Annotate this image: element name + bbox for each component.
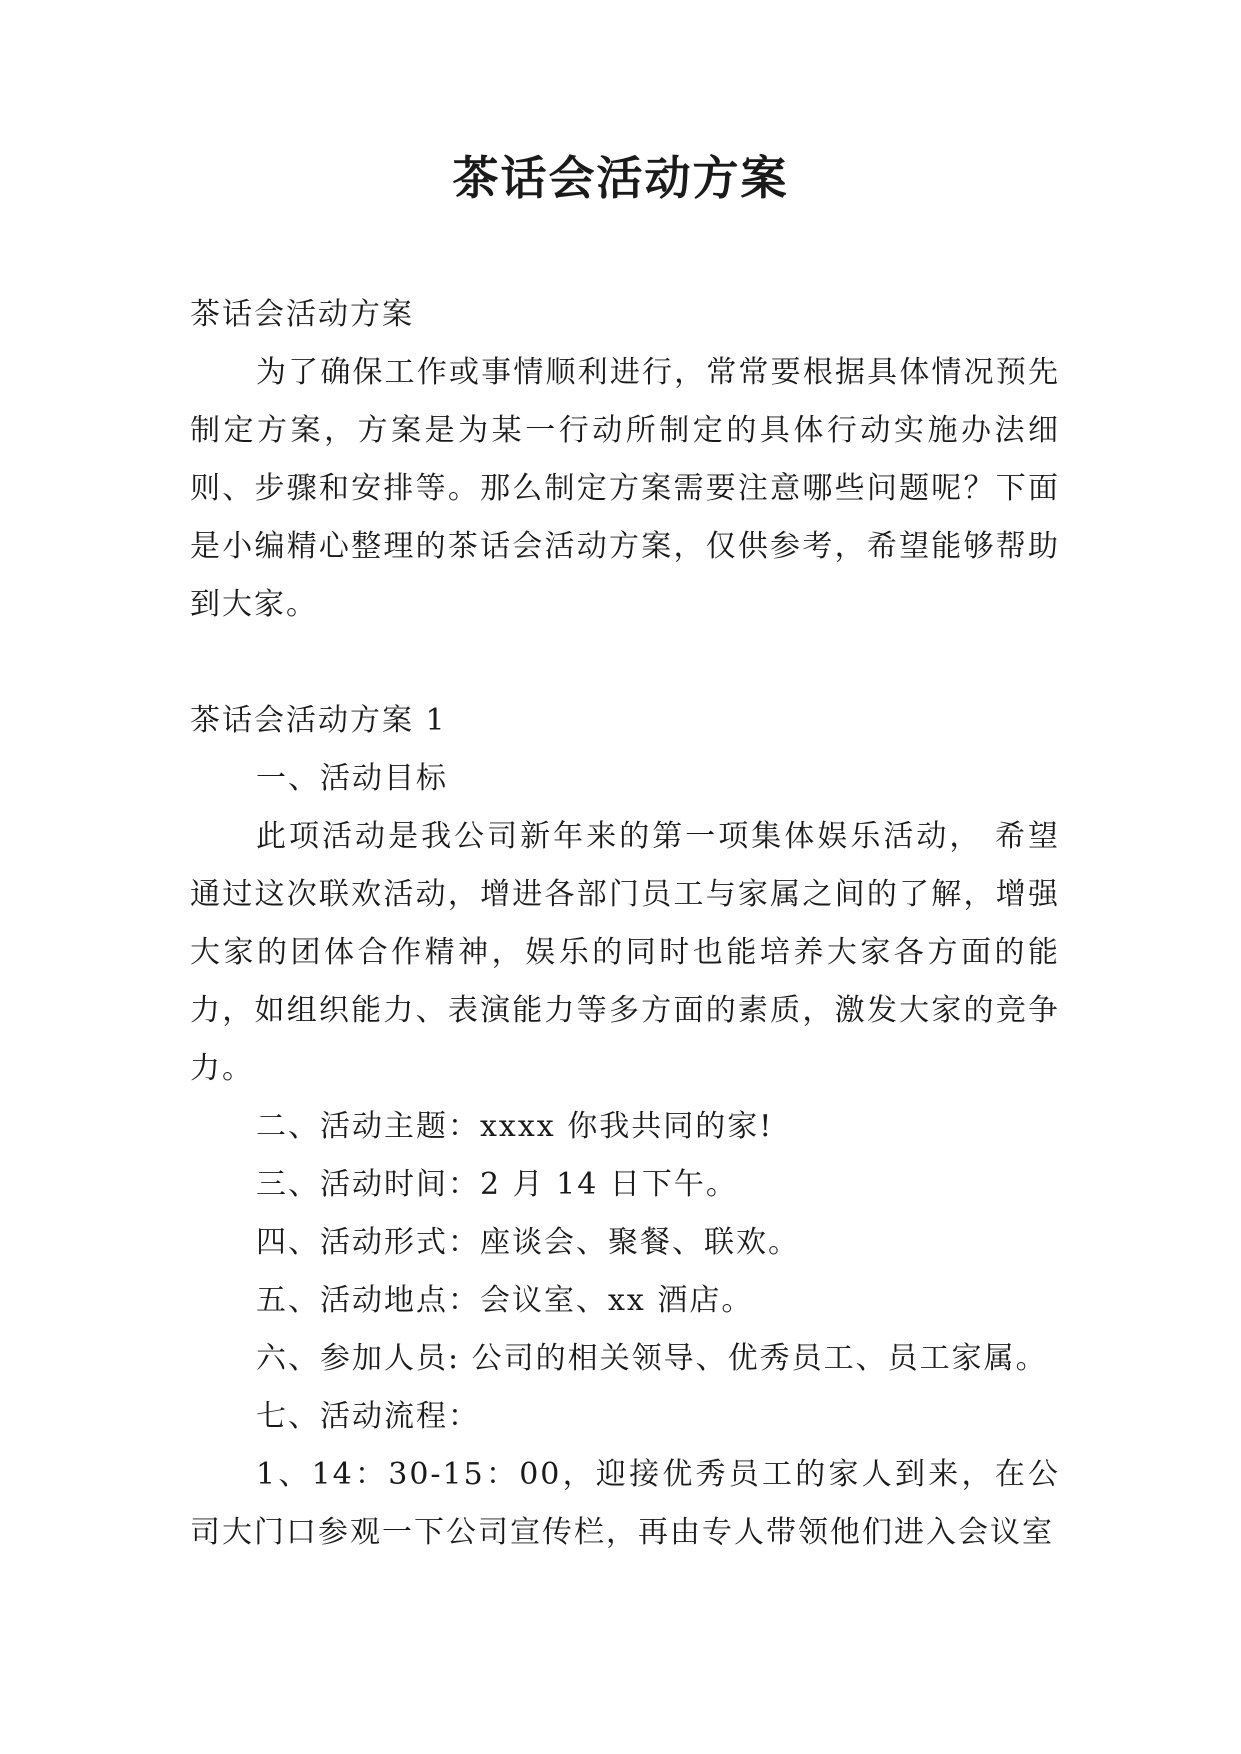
process-step-1: 1、14：30-15：00，迎接优秀员工的家人到来，在公司大门口参观一下公司宣传栏，再由专人带领他们进入会议室	[190, 1457, 1060, 1550]
theme-line: 二、活动主题：xxxx 你我共同的家!	[256, 1109, 774, 1144]
time-line: 三、活动时间：2 月 14 日下午。	[256, 1167, 738, 1202]
subtitle: 茶话会活动方案	[190, 297, 414, 332]
place-line: 五、活动地点：会议室、xx 酒店。	[256, 1283, 754, 1318]
intro-paragraph: 为了确保工作或事情顺利进行，常常要根据具体情况预先制定方案，方案是为某一行动所制定的具体行动实施办法细则、步骤和安排等。那么制定方案需要注意哪些问题呢？下面是小编精心整理的茶话会活动方案，仅供参考，希望能够帮助到大家。	[190, 355, 1060, 622]
paragraph-gap	[190, 634, 1060, 692]
form-line: 四、活动形式：座谈会、聚餐、联欢。	[256, 1225, 800, 1260]
process-heading: 七、活动流程：	[256, 1399, 480, 1434]
section-heading: 茶话会活动方案 1	[190, 703, 447, 738]
goal-heading: 一、活动目标	[256, 761, 448, 796]
document-body	[190, 286, 1060, 1562]
goal-paragraph: 此项活动是我公司新年来的第一项集体娱乐活动， 希望通过这次联欢活动，增进各部门员工与家属之间的了解，增强大家的团体合作精神，娱乐的同时也能培养大家各方面的能力，如组织能力、表演能力等多方面的素质，激发大家的竞争力。	[190, 819, 1060, 1086]
participants-line: 六、参加人员: 公司的相关领导、优秀员工、员工家属。	[256, 1341, 1048, 1376]
document-title: 茶话会活动方案	[452, 151, 789, 205]
